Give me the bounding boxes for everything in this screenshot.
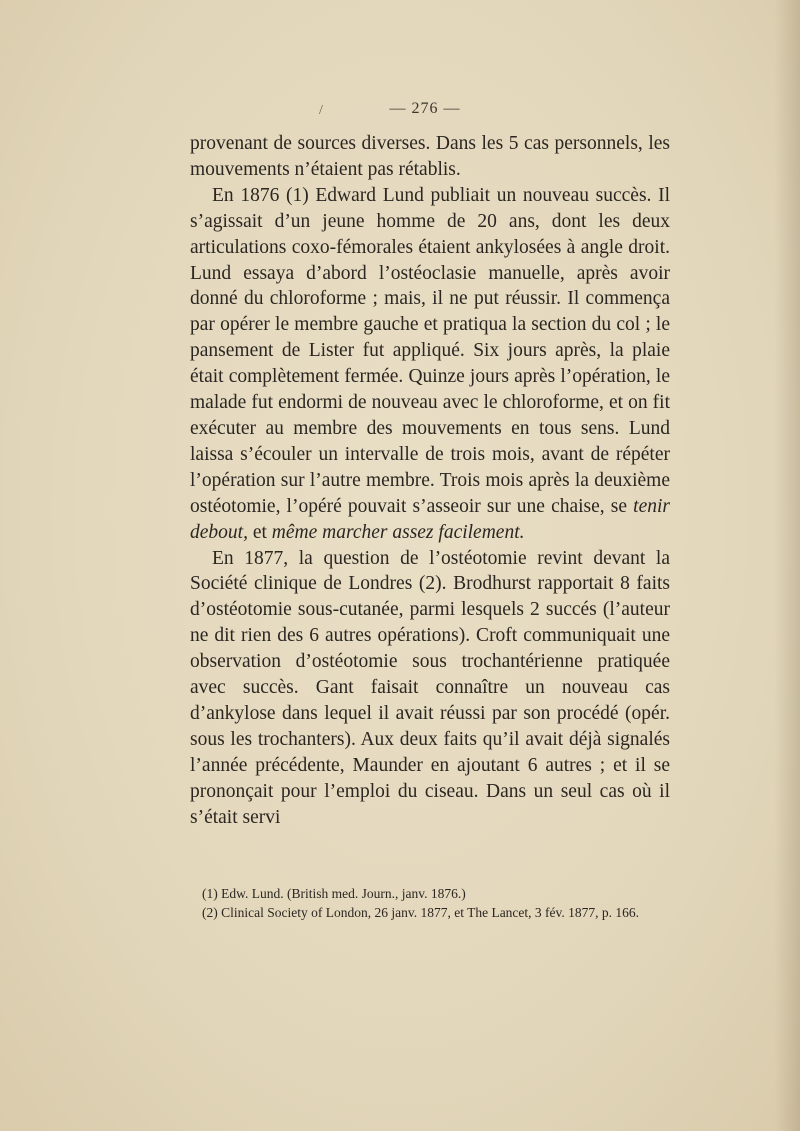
italic-phrase-marcher: même marcher assez facilement. (271, 521, 525, 543)
paragraph-1877: En 1877, la question de l’ostéotomie revint devant la Société clinique de Londres (2). Brodhurst rapportait 8 faits d’ostéotomie sous-cutanée, parmi lesquels 2 succés (l’auteur ne dit rien des 6 autres opérations). Croft communiquait une observation d’ostéotomie sous trochantérienne pratiquée avec succès. Gant faisait connaître un nouveau cas d’ankylose dans lequel il avait réussi par son procédé (opér. sous les trochanters). Aux deux faits qu’il avait déjà signalés l’année précédente, Maunder en ajoutant 6 autres ; et il se prononçait pour l’emploi du ciseau. Dans un seul cas où il s’était servi (190, 547, 670, 828)
footnotes (185, 885, 670, 922)
main-text (190, 131, 670, 830)
footnote-1: (1) Edw. Lund. (British med. Journ., janv. 1876.) (202, 886, 466, 901)
paragraph-lund (190, 183, 670, 546)
footnote-2: (2) Clinical Society of London, 26 janv. 1877, et The Lancet, 3 fév. 1877, p. 166. (202, 904, 640, 920)
paragraph-lund-text: En 1876 (1) Edward Lund publiait un nouveau succès. Il s’agissait d’un jeune homme de 20 ans, dont les deux articulations coxo-fémorales étaient ankylosées à angle droit. Lund essaya d’abord l’ostéoclasie manuelle, après avoir donné du chloroforme ; mais, il ne put réussir. Il commença par opérer le membre gauche et pratiqua la section du col ; le pansement de Lister fut appliqué. Six jours après, la plaie était complètement fermée. Quinze jours après l’opération, le malade fut endormi de nouveau avec le chloroforme, et on fit exécuter au membre des mouvements en tous sens. Lund laissa s’écouler un intervalle de trois mois, avant de répéter l’opération sur l’autre membre. Trois mois après la deuxième ostéotomie, l’opéré pouvait s’asseoir sur une chaise, se (190, 184, 670, 517)
page-number: — 276 — (389, 100, 461, 117)
conjunction-et: et (252, 521, 267, 543)
paragraph-continuation: provenant de sources diverses. Dans les 5 cas personnels, les mouvements n’étaient pas rétablis. (190, 133, 670, 180)
italic-phrase-tenir-debout: tenir debout, (190, 495, 670, 543)
page-edge-shadow (774, 0, 800, 1131)
stray-pencil-mark: / (319, 103, 323, 118)
